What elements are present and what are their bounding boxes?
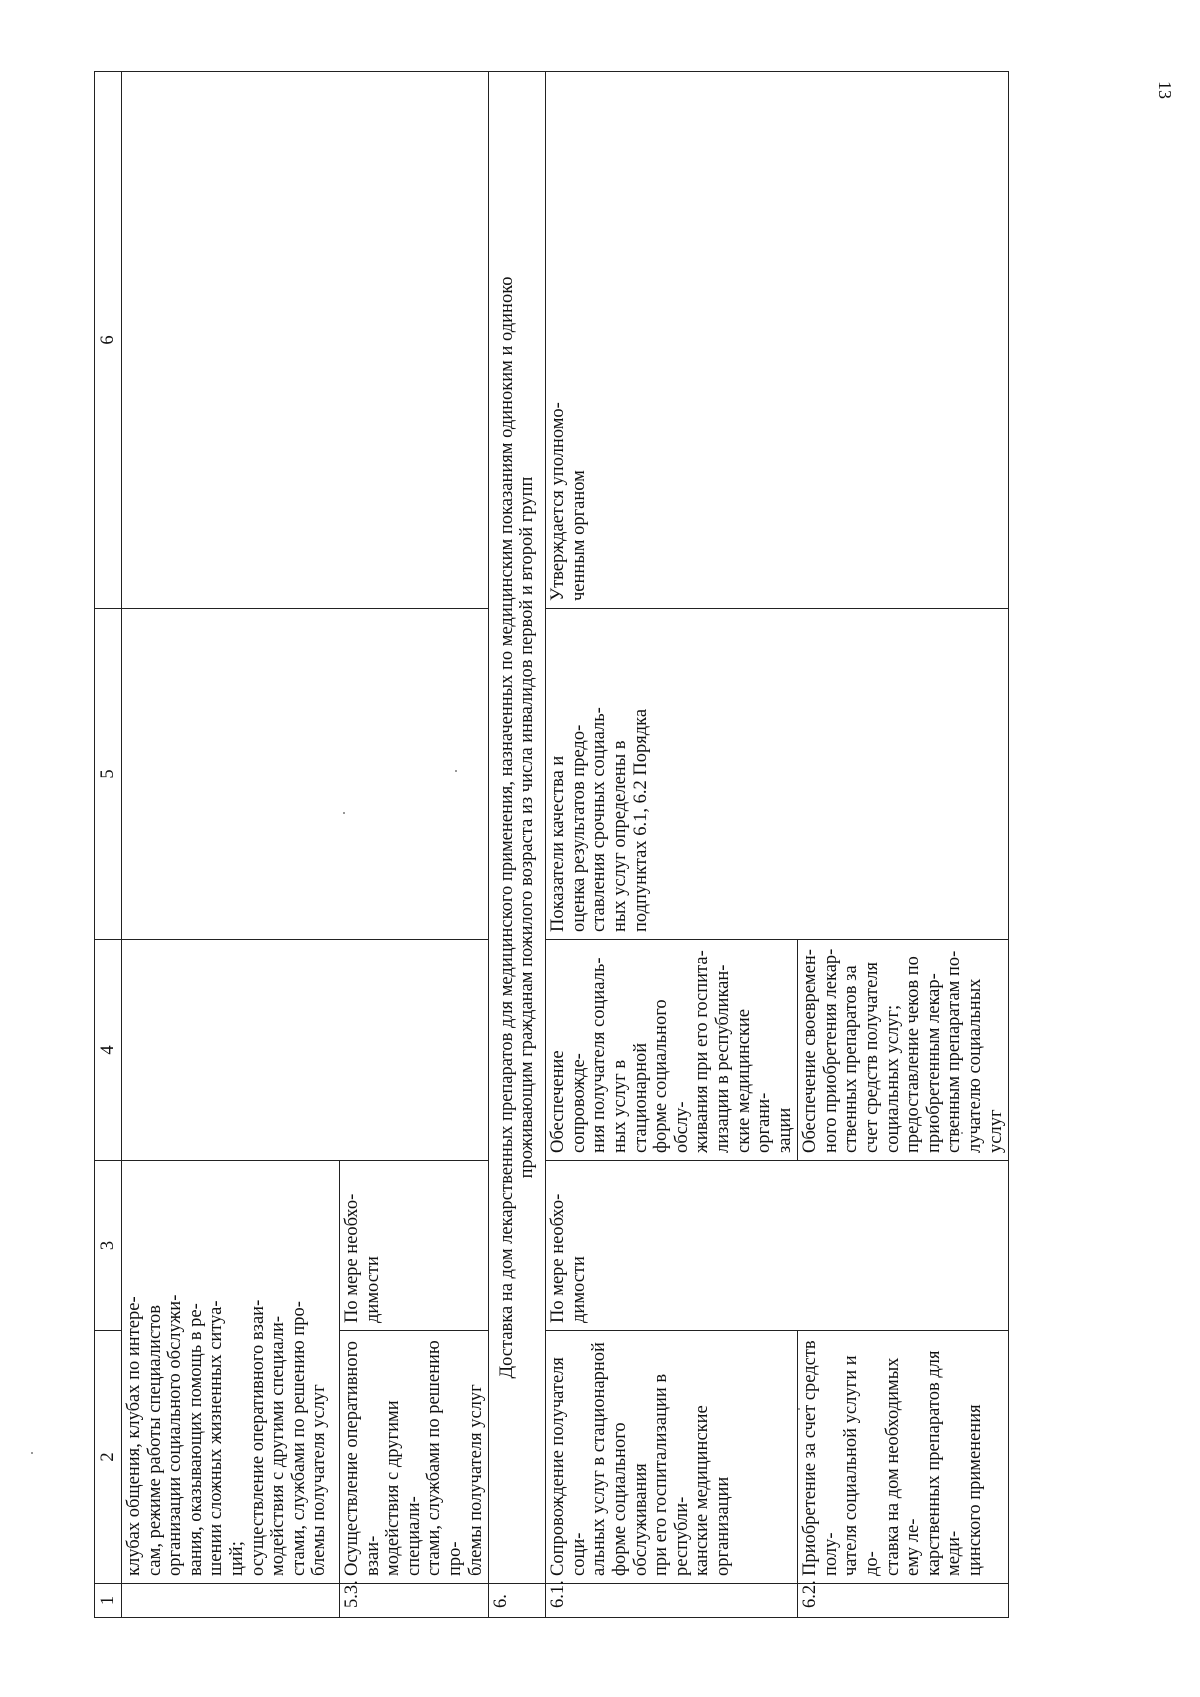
- table-row-section-6: [489, 72, 546, 1618]
- quality-indicators: Показатели качества и оценка результатов предо- ставления срочных социаль- ных услуг определены в подпунктах 6.1, 6.2 Порядка: [546, 609, 1009, 940]
- service-frequency: По мере необхо- димости: [546, 1161, 1009, 1331]
- page-number: 13: [1155, 81, 1175, 99]
- quality-indicators: [122, 609, 489, 940]
- rotated-table-wrapper: [94, 72, 1155, 1618]
- section-number: 6.: [489, 1584, 546, 1618]
- service-description: Приобретение за счет средств полу- чателя социальной услуги и до- ставка на дом необходимых ему ле- карственных препаратов для меди- цинского применения: [798, 1331, 1009, 1584]
- table-row-continuation: [122, 72, 340, 1618]
- header-col-4: 4: [95, 940, 122, 1161]
- header-col-3: 3: [95, 1161, 122, 1331]
- header-col-1: 1: [95, 1584, 122, 1618]
- row-number: [122, 1584, 340, 1618]
- service-frequency: По мере необхо- димости: [340, 1161, 489, 1331]
- row-number: 6.2.: [798, 1584, 1009, 1618]
- table-header-row: [95, 72, 122, 1618]
- table-row-6-1: [546, 72, 798, 1618]
- header-col-2: 2: [95, 1331, 122, 1584]
- service-content: Обеспечение сопровожде- ния получателя социаль- ных услуг в стационарной форме социального обслу- живания при его госпита- лизации в республикан- ские медицинские органи- зации: [546, 940, 798, 1161]
- header-col-5: 5: [95, 609, 122, 940]
- service-content: Обеспечение своевремен- ного приобретения лекар- ственных препаратов за счет средств получателя социальных услуг; предоставление чеков по приобретенным лекар- ственным препаратам по- лучателю социальных услуг: [798, 940, 1009, 1161]
- services-table: [94, 71, 1009, 1618]
- service-description: Осуществление оперативного взаи- модействия с другими специали- стами, службами по решению про- блемы получателя услуг: [340, 1331, 489, 1584]
- header-col-6: 6: [95, 72, 122, 609]
- row-number: 6.1.: [546, 1584, 798, 1618]
- section-title: Доставка на дом лекарственных препаратов для медицинского применения, назначенных по медицинским показаниям одиноким и одиноко проживающим гражданам пожилого возраста из числа инвалидов первой и второй групп: [489, 72, 546, 1584]
- approval-note: Утверждается уполномо- ченным органом: [546, 72, 1009, 609]
- service-description: клубах общения, клубах по интере- сам, режиме работы специалистов организации социального обслужи- вания, оказывающих помощь в ре- шении сложных жизненных ситуа- ций; осуществление оперативного взаи- модействия с другими специали- стами, службами по решению про- блемы получателя услуг: [122, 1161, 340, 1584]
- service-content: [122, 940, 489, 1161]
- approval-note: [122, 72, 489, 609]
- service-description: Сопровождение получателя соци- альных услуг в стационарной форме социального обслуживания при его госпитализации в республи- канские медицинские организации: [546, 1331, 798, 1584]
- row-number: 5.3.: [340, 1584, 489, 1618]
